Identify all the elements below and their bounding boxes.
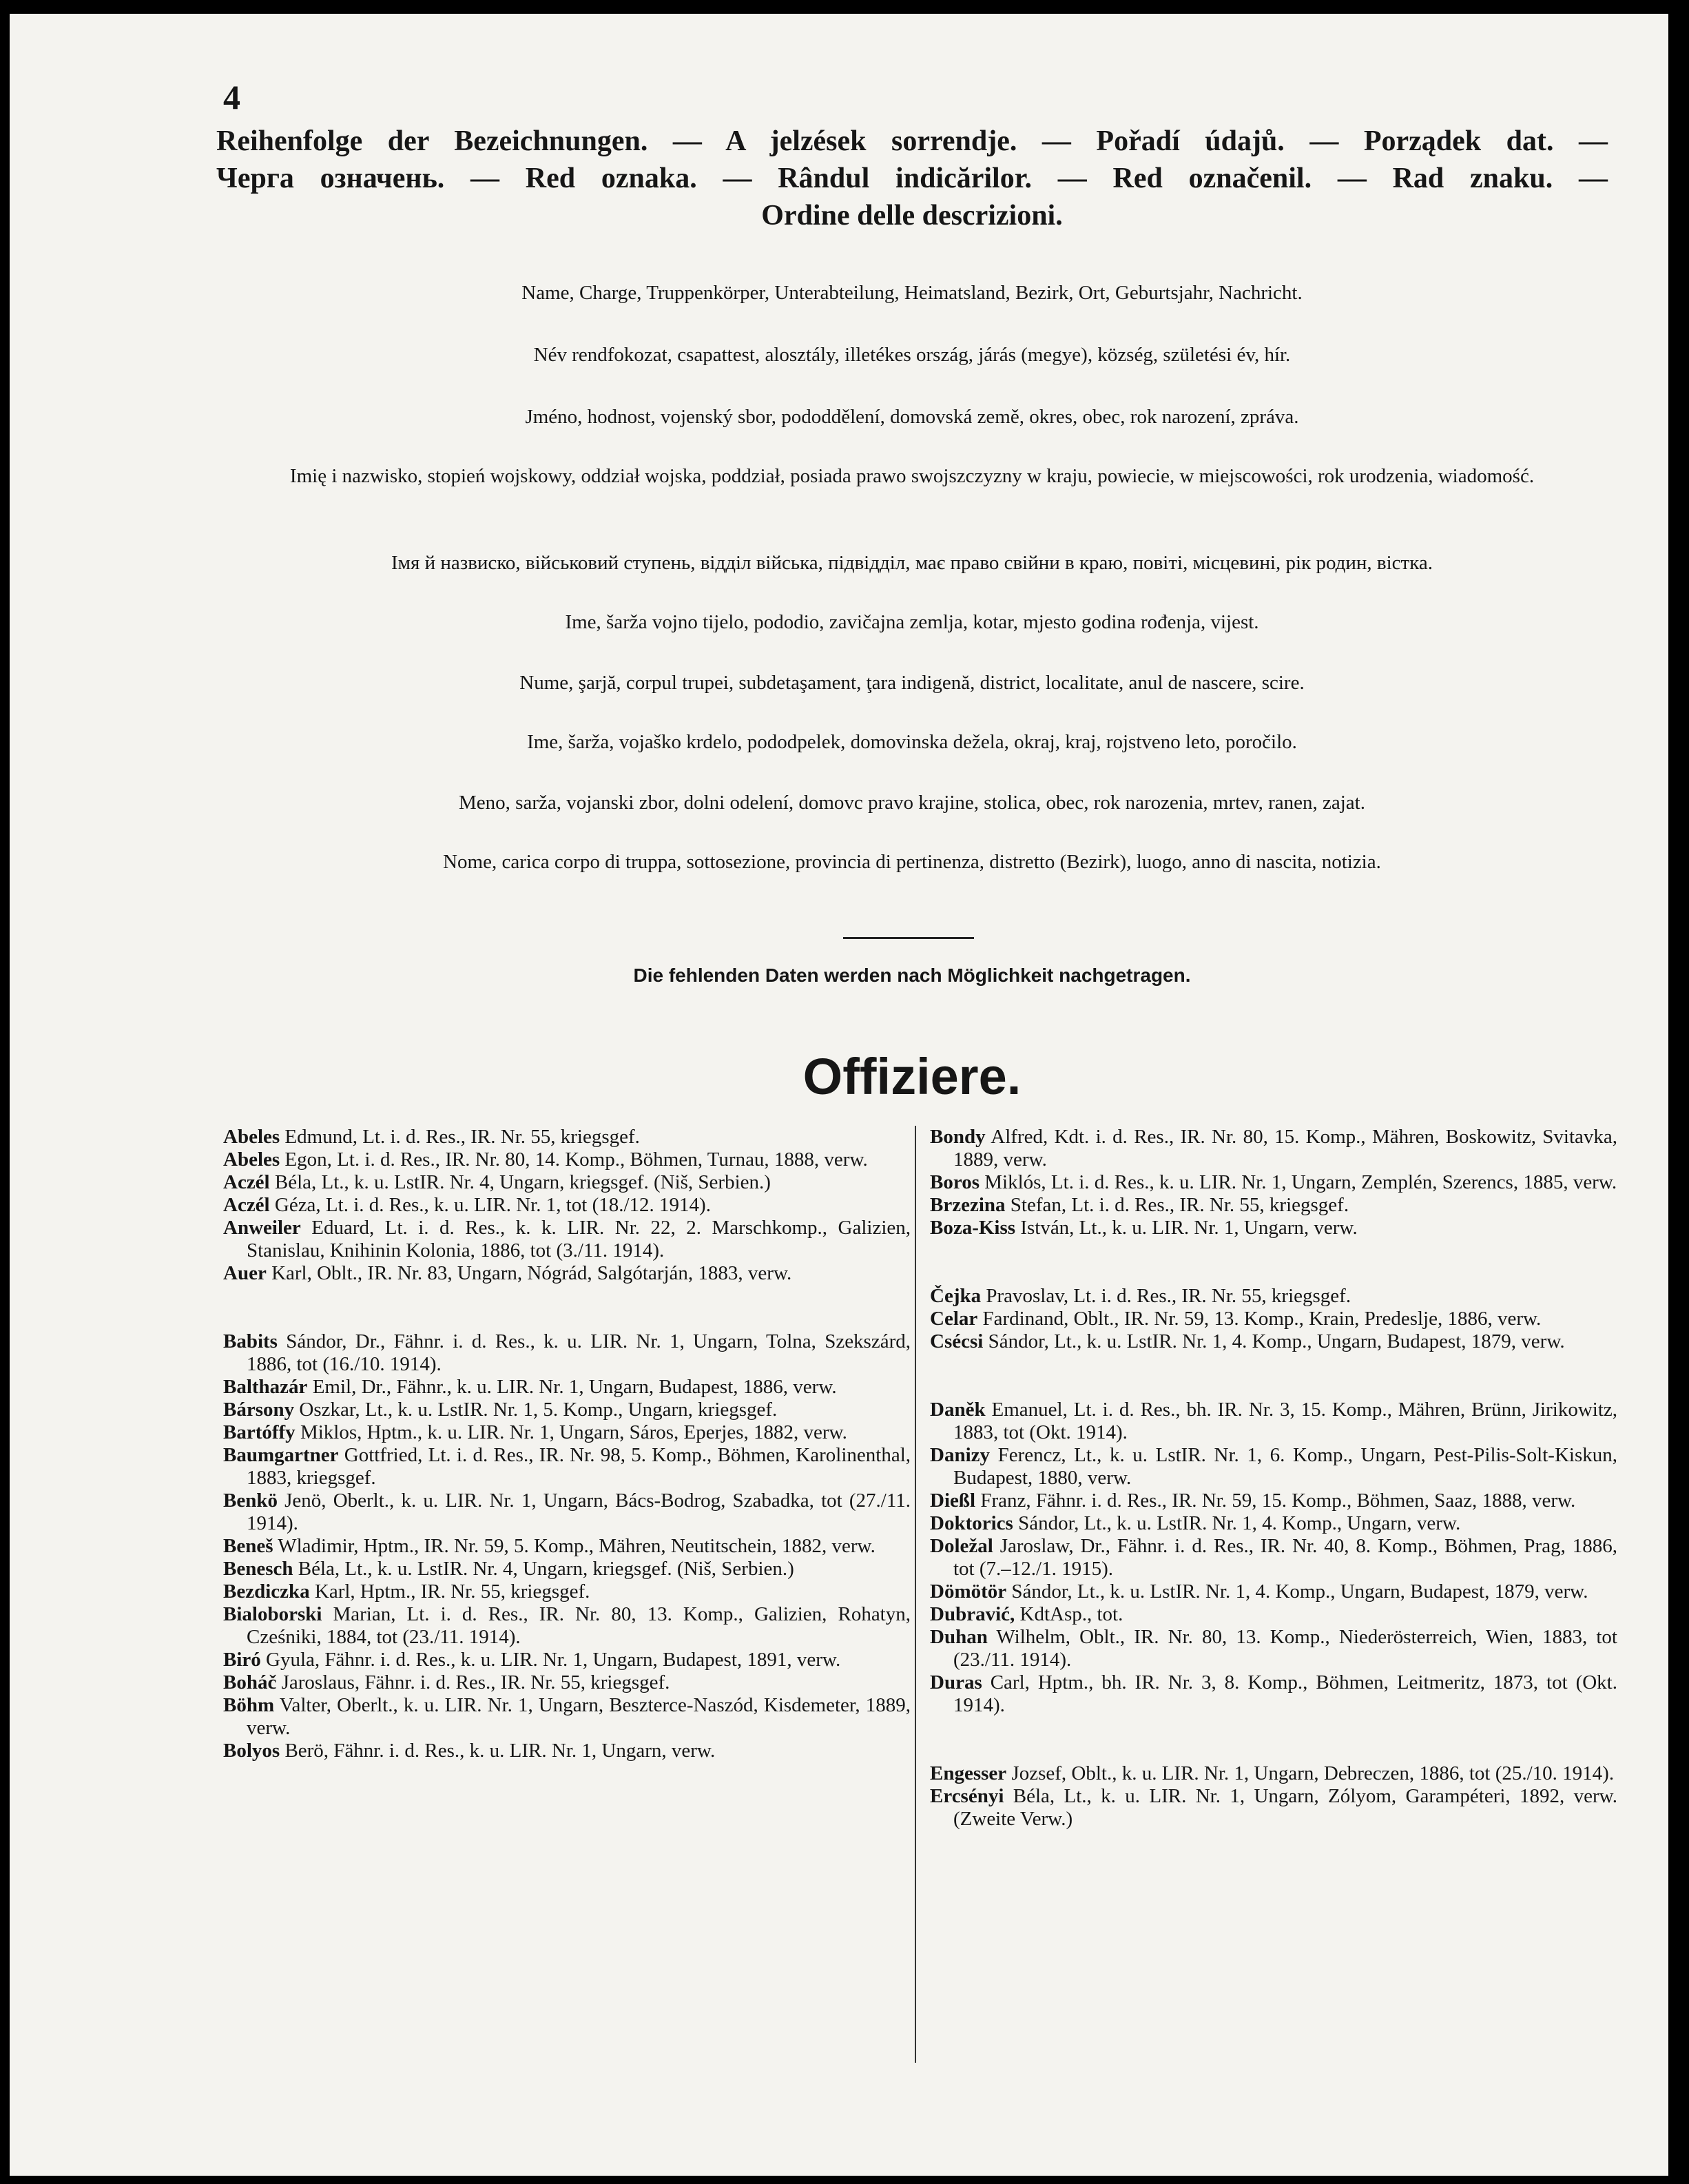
surname: Abeles	[223, 1126, 280, 1148]
surname: Bialoborski	[223, 1603, 322, 1625]
list-item	[930, 1126, 1617, 1171]
surname: Bezdiczka	[223, 1580, 310, 1603]
list-item	[223, 1535, 911, 1558]
list-item	[223, 1399, 911, 1421]
surname: Babits	[223, 1330, 278, 1352]
description-italian: Nome, carica corpo di truppa, sottosezione, provincia di pertinenza, distretto (Bezirk), luogo, anno di nascita, notizia.	[443, 851, 1381, 873]
list-item	[223, 1580, 911, 1603]
list-item	[223, 1126, 911, 1148]
surname: Boros	[930, 1171, 980, 1193]
surname: Biró	[223, 1649, 261, 1671]
list-item	[223, 1444, 911, 1490]
surname: Abeles	[223, 1148, 280, 1171]
surname: Celar	[930, 1308, 978, 1330]
list-item	[223, 1148, 911, 1171]
list-item	[930, 1444, 1617, 1490]
entry-details: Béla, Lt., k. u. LIR. Nr. 1, Ungarn, Zólyom, Garampéteri, 1892, verw. (Zweite Verw.)	[953, 1785, 1617, 1830]
description-slovenian: Ime, šarža, vojaško krdelo, pododpelek, domovinska dežela, okraj, kraj, rojstveno leto, poročilo.	[527, 731, 1297, 753]
surname: Dubravić,	[930, 1603, 1015, 1625]
list-item	[930, 1671, 1617, 1717]
surname: Auer	[223, 1262, 267, 1284]
entry-details: Wilhelm, Oblt., IR. Nr. 80, 13. Komp., Niederösterreich, Wien, 1883, tot (23./11. 1914).	[953, 1626, 1617, 1671]
entry-details: Edmund, Lt. i. d. Res., IR. Nr. 55, kriegsgef.	[280, 1126, 640, 1148]
entry-details: Jaroslaw, Dr., Fähnr. i. d. Res., IR. Nr. 40, 8. Komp., Böhmen, Prag, 1886, tot (7.–12./1. 1915).	[953, 1535, 1617, 1580]
description-hungarian: Név rendfokozat, csapattest, alosztály, illetékes ország, járás (megye), község, születési év, hír.	[533, 344, 1291, 366]
entry-details: Miklos, Hptm., k. u. LIR. Nr. 1, Ungarn, Sáros, Eperjes, 1882, verw.	[295, 1421, 847, 1443]
list-item	[223, 1740, 911, 1762]
list-item	[930, 1285, 1617, 1308]
entry-details: Fardinand, Oblt., IR. Nr. 59, 13. Komp., Krain, Predeslje, 1886, verw.	[977, 1308, 1542, 1330]
list-item	[930, 1217, 1617, 1239]
surname: Bondy	[930, 1126, 986, 1148]
entry-details: Franz, Fähnr. i. d. Res., IR. Nr. 59, 15. Komp., Böhmen, Saaz, 1888, verw.	[975, 1490, 1576, 1512]
entry-details: Emanuel, Lt. i. d. Res., bh. IR. Nr. 3, 15. Komp., Mähren, Brünn, Jirikowitz, 1883, tot (Okt. 1914).	[953, 1399, 1617, 1443]
surname: Čejka	[930, 1285, 982, 1307]
entry-details: Emil, Dr., Fähnr., k. u. LIR. Nr. 1, Ungarn, Budapest, 1886, verw.	[307, 1376, 837, 1398]
list-item	[223, 1376, 911, 1399]
missing-data-note: Die fehlenden Daten werden nach Möglichkeit nachgetragen.	[633, 965, 1191, 986]
surname: Engesser	[930, 1762, 1007, 1784]
section-title: Offiziere.	[802, 1048, 1022, 1105]
surname: Boza-Kiss	[930, 1217, 1016, 1239]
entry-details: Pravoslav, Lt. i. d. Res., IR. Nr. 55, kriegsgef.	[981, 1285, 1351, 1307]
entry-details: Karl, Oblt., IR. Nr. 83, Ungarn, Nógrád, Salgótarján, 1883, verw.	[266, 1262, 792, 1284]
list-item	[223, 1671, 911, 1694]
list-item	[223, 1558, 911, 1580]
separator-rule	[843, 937, 974, 939]
entry-details: Carl, Hptm., bh. IR. Nr. 3, 8. Komp., Böhmen, Leitmeritz, 1873, tot (Okt. 1914).	[953, 1671, 1617, 1716]
list-item	[223, 1262, 911, 1285]
entry-details: Karl, Hptm., IR. Nr. 55, kriegsgef.	[309, 1580, 590, 1603]
entry-details: Marian, Lt. i. d. Res., IR. Nr. 80, 13. Komp., Galizien, Rohatyn, Cześniki, 1884, tot (23./11. 1914).	[247, 1603, 911, 1648]
entry-details: Ferencz, Lt., k. u. LstIR. Nr. 1, 6. Komp., Ungarn, Pest-Pilis-Solt-Kiskun, Budapest, 1880, verw.	[953, 1444, 1617, 1489]
entry-details: Jaroslaus, Fähnr. i. d. Res., IR. Nr. 55, kriegsgef.	[276, 1671, 670, 1693]
entry-details: Valter, Oberlt., k. u. LIR. Nr. 1, Ungarn, Beszterce-Naszód, Kisdemeter, 1889, verw.	[247, 1694, 911, 1739]
surname: Csécsi	[930, 1330, 984, 1352]
list-item	[930, 1308, 1617, 1330]
entry-details: Wladimir, Hptm., IR. Nr. 59, 5. Komp., Mähren, Neutitschein, 1882, verw.	[273, 1535, 875, 1557]
list-item	[930, 1535, 1617, 1580]
list-item	[223, 1490, 911, 1535]
list-item	[930, 1490, 1617, 1512]
entry-details: Béla, Lt., k. u. LstIR. Nr. 4, Ungarn, kriegsgef. (Niš, Serbien.)	[269, 1171, 771, 1193]
surname: Dießl	[930, 1490, 976, 1512]
description-polish: Imię i nazwisko, stopień wojskowy, oddział wojska, poddział, posiada prawo swojszczyzny w kraju, powiecie, w miejscowości, rok urodzenia, wiadomość.	[289, 465, 1535, 487]
surname: Böhm	[223, 1694, 275, 1716]
list-item	[223, 1330, 911, 1376]
surname: Dömötör	[930, 1580, 1007, 1603]
entry-details: Gottfried, Lt. i. d. Res., IR. Nr. 98, 5. Komp., Böhmen, Karolinenthal, 1883, kriegsgef.	[247, 1444, 911, 1489]
entry-details: Gyula, Fähnr. i. d. Res., k. u. LIR. Nr. 1, Ungarn, Budapest, 1891, verw.	[260, 1649, 841, 1671]
header-line-3: Ordine delle descrizioni.	[761, 200, 1063, 231]
surname: Bartóffy	[223, 1421, 296, 1443]
entry-details: Géza, Lt. i. d. Res., k. u. LIR. Nr. 1, tot (18./12. 1914).	[269, 1194, 711, 1216]
surname: Ercsényi	[930, 1785, 1004, 1807]
list-item	[930, 1580, 1617, 1603]
officers-left-column	[223, 1126, 911, 1762]
entry-details: Berö, Fähnr. i. d. Res., k. u. LIR. Nr. 1, Ungarn, verw.	[280, 1740, 716, 1762]
surname: Baumgartner	[223, 1444, 339, 1466]
surname: Benesch	[223, 1558, 293, 1580]
entry-details: István, Lt., k. u. LIR. Nr. 1, Ungarn, verw.	[1015, 1217, 1358, 1239]
surname: Aczél	[223, 1194, 270, 1216]
order-of-descriptions-header	[216, 123, 1608, 234]
list-item	[223, 1694, 911, 1740]
surname: Bársony	[223, 1399, 295, 1421]
list-item	[930, 1330, 1617, 1353]
officers-right-column	[930, 1126, 1617, 1831]
entry-details: KdtAsp., tot.	[1015, 1603, 1123, 1625]
list-item	[223, 1649, 911, 1671]
description-czech: Jméno, hodnost, vojenský sbor, pododdělení, domovská země, okres, obec, rok narození, zpráva.	[525, 406, 1299, 428]
list-item	[930, 1171, 1617, 1194]
entry-details: Egon, Lt. i. d. Res., IR. Nr. 80, 14. Komp., Böhmen, Turnau, 1888, verw.	[280, 1148, 868, 1171]
entry-details: Jozsef, Oblt., k. u. LIR. Nr. 1, Ungarn, Debreczen, 1886, tot (25./10. 1914).	[1006, 1762, 1615, 1784]
surname: Duhan	[930, 1626, 988, 1648]
surname: Boháč	[223, 1671, 277, 1693]
description-slovak: Meno, sarža, vojanski zbor, dolni odelení, domovc pravo krajine, stolica, obec, rok narozenia, mrtev, ranen, zajat.	[459, 792, 1365, 814]
list-item	[930, 1603, 1617, 1626]
entry-details: Sándor, Lt., k. u. LstIR. Nr. 1, 4. Komp., Ungarn, verw.	[1013, 1512, 1461, 1534]
list-item	[930, 1626, 1617, 1671]
entry-details: Stefan, Lt. i. d. Res., IR. Nr. 55, kriegsgef.	[1005, 1194, 1349, 1216]
entry-details: Alfred, Kdt. i. d. Res., IR. Nr. 80, 15. Komp., Mähren, Boskowitz, Svitavka, 1889, verw.	[953, 1126, 1617, 1171]
header-line-1: Reihenfolge der Bezeichnungen. — A jelzések sorrendje. — Pořadí údajů. — Porządek dat. —	[216, 125, 1608, 157]
description-ukrainian: Імя й назвиско, військовий ступень, відділ війська, підвідділ, має право свійни в краю, повіті, місцевині, рік родин, вістка.	[391, 552, 1433, 574]
list-item	[223, 1194, 911, 1217]
description-german: Name, Charge, Truppenkörper, Unterabteilung, Heimatsland, Bezirk, Ort, Geburtsjahr, Nachricht.	[521, 282, 1303, 304]
surname: Daněk	[930, 1399, 986, 1421]
surname: Brzezina	[930, 1194, 1006, 1216]
page-number: 4	[223, 78, 240, 116]
surname: Bolyos	[223, 1740, 280, 1762]
surname: Beneš	[223, 1535, 273, 1557]
surname: Doležal	[930, 1535, 993, 1557]
surname: Danizy	[930, 1444, 990, 1466]
header-line-2: Черга означень. — Red oznaka. — Rândul indicărilor. — Red označenil. — Rad znaku. —	[216, 163, 1608, 194]
surname: Anweiler	[223, 1217, 301, 1239]
document-page	[10, 14, 1668, 2176]
entry-details: Jenö, Oberlt., k. u. LIR. Nr. 1, Ungarn, Bács-Bodrog, Szabadka, tot (27./11. 1914).	[247, 1490, 911, 1534]
entry-details: Miklós, Lt. i. d. Res., k. u. LIR. Nr. 1, Ungarn, Zemplén, Szerencs, 1885, verw.	[979, 1171, 1617, 1193]
list-item	[930, 1194, 1617, 1217]
surname: Doktorics	[930, 1512, 1013, 1534]
entry-details: Sándor, Lt., k. u. LstIR. Nr. 1, 4. Komp., Ungarn, Budapest, 1879, verw.	[983, 1330, 1565, 1352]
list-item	[930, 1399, 1617, 1444]
surname: Aczél	[223, 1171, 270, 1193]
list-item	[930, 1785, 1617, 1831]
list-item	[223, 1171, 911, 1194]
entry-details: Oszkar, Lt., k. u. LstIR. Nr. 1, 5. Komp., Ungarn, kriegsgef.	[294, 1399, 778, 1421]
surname: Duras	[930, 1671, 982, 1693]
column-divider	[915, 1126, 916, 2063]
list-item	[930, 1512, 1617, 1535]
list-item	[223, 1421, 911, 1444]
list-item	[930, 1762, 1617, 1785]
entry-details: Sándor, Dr., Fähnr. i. d. Res., k. u. LIR. Nr. 1, Ungarn, Tolna, Szekszárd, 1886, tot (16./10. 1914).	[247, 1330, 911, 1375]
description-croatian: Ime, šarža vojno tijelo, pododio, zavičajna zemlja, kotar, mjesto godina rođenja, vijest.	[565, 611, 1259, 633]
entry-details: Eduard, Lt. i. d. Res., k. k. LIR. Nr. 22, 2. Marschkomp., Galizien, Stanislau, Knihinin Kolonia, 1886, tot (3./11. 1914).	[247, 1217, 911, 1261]
list-item	[223, 1217, 911, 1262]
list-item	[223, 1603, 911, 1649]
description-romanian: Nume, şarjă, corpul trupei, subdetaşament, ţara indigenă, district, localitate, anul de nascere, scire.	[519, 672, 1305, 694]
surname: Balthazár	[223, 1376, 308, 1398]
surname: Benkö	[223, 1490, 278, 1512]
entry-details: Sándor, Lt., k. u. LstIR. Nr. 1, 4. Komp., Ungarn, Budapest, 1879, verw.	[1006, 1580, 1588, 1603]
entry-details: Béla, Lt., k. u. LstIR. Nr. 4, Ungarn, kriegsgef. (Niš, Serbien.)	[293, 1558, 794, 1580]
